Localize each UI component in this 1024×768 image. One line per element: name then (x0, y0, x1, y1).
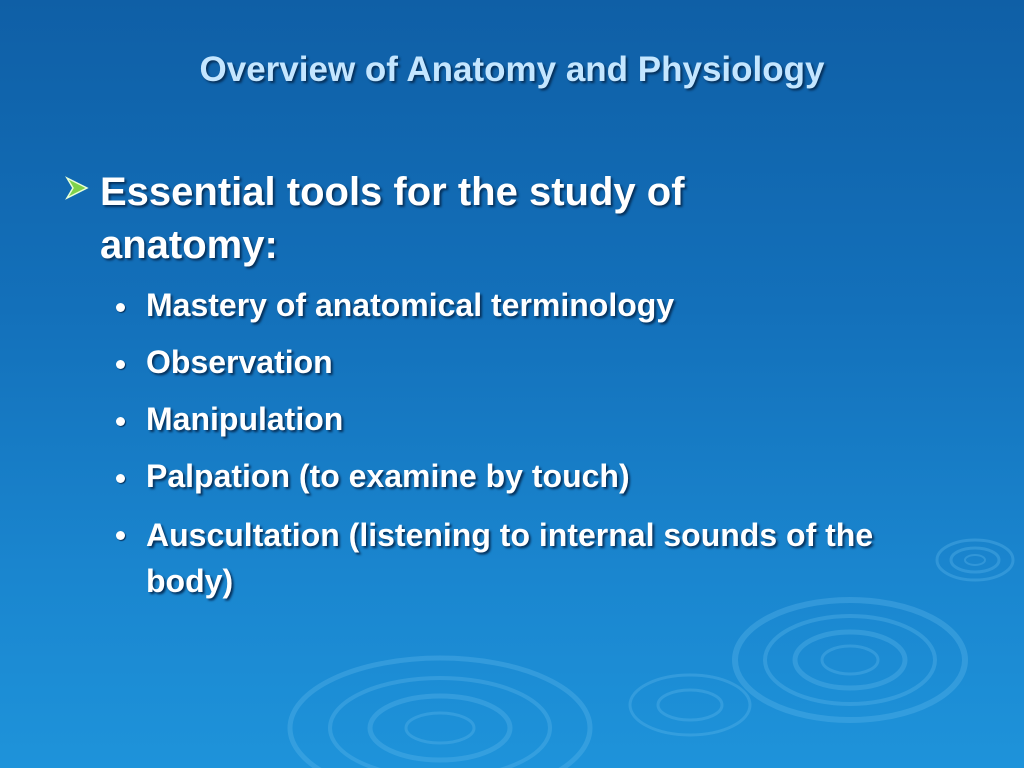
sub-bullet-item (146, 512, 946, 604)
dot-bullet-icon (116, 360, 125, 369)
sub-bullet-item (146, 455, 946, 498)
sub-bullet-item (146, 284, 946, 327)
sub-bullet-item (146, 398, 946, 441)
sub-bullet-text: Palpation (to examine by touch) (146, 458, 630, 494)
sub-bullet-text: Mastery of anatomical terminology (146, 287, 675, 323)
sub-bullet-text: Manipulation (146, 401, 344, 437)
sub-bullet-text: Auscultation (listening to internal sounds of the body) (146, 517, 874, 599)
sub-bullet-item (146, 341, 946, 384)
dot-bullet-icon (116, 531, 125, 540)
sub-bullet-text: Observation (146, 344, 333, 380)
main-bullet-text: Essential tools for the study of anatomy: (100, 170, 685, 267)
sub-bullet-list (146, 284, 946, 618)
dot-bullet-icon (116, 474, 125, 483)
slide-title: Overview of Anatomy and Physiology (199, 50, 825, 89)
dot-bullet-icon (116, 303, 125, 312)
arrow-bullet-icon (63, 174, 91, 202)
dot-bullet-icon (116, 417, 125, 426)
